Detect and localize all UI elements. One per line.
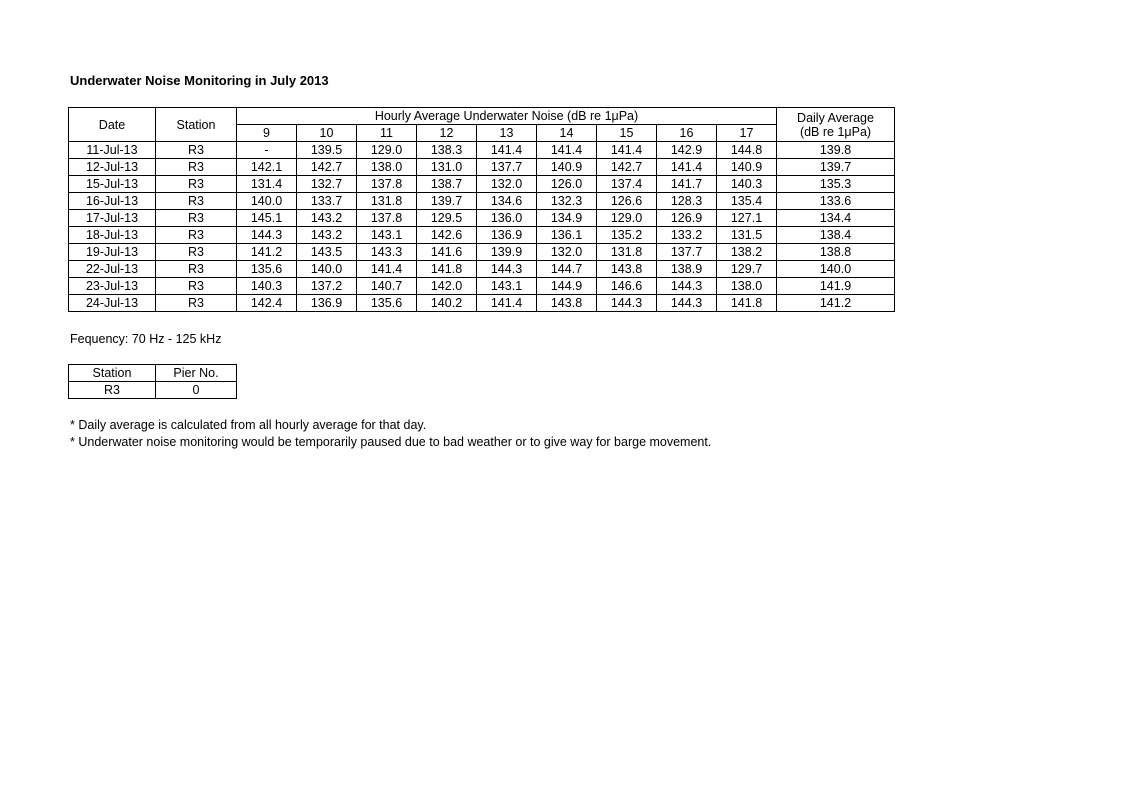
- cell-hourly-value: 144.3: [597, 295, 657, 312]
- table-row: [69, 176, 895, 193]
- header-hour: 17: [717, 125, 777, 142]
- cell-hourly-value: 144.8: [717, 142, 777, 159]
- cell-hourly-value: 141.4: [537, 142, 597, 159]
- cell-hourly-value: 141.8: [717, 295, 777, 312]
- pier-header-pier: Pier No.: [156, 365, 237, 382]
- cell-daily-average: 134.4: [777, 210, 895, 227]
- header-hour: 13: [477, 125, 537, 142]
- cell-hourly-value: 140.9: [717, 159, 777, 176]
- table-row: [69, 193, 895, 210]
- cell-hourly-value: 139.9: [477, 244, 537, 261]
- cell-date: 12-Jul-13: [69, 159, 156, 176]
- pier-station-value: R3: [69, 382, 156, 399]
- cell-hourly-value: 127.1: [717, 210, 777, 227]
- frequency-note: Fequency: 70 Hz - 125 kHz: [70, 332, 222, 346]
- pier-table: [68, 364, 237, 399]
- cell-hourly-value: 139.5: [297, 142, 357, 159]
- cell-date: 24-Jul-13: [69, 295, 156, 312]
- cell-hourly-value: 131.5: [717, 227, 777, 244]
- cell-station: R3: [156, 227, 237, 244]
- cell-hourly-value: 141.4: [477, 295, 537, 312]
- pier-number-value: 0: [156, 382, 237, 399]
- header-hour: 15: [597, 125, 657, 142]
- table-row: [69, 244, 895, 261]
- cell-hourly-value: 144.3: [477, 261, 537, 278]
- noise-table: [68, 107, 895, 312]
- cell-date: 22-Jul-13: [69, 261, 156, 278]
- table-row: [69, 142, 895, 159]
- note-line: * Underwater noise monitoring would be temporarily paused due to bad weather or to give way for barge movement.: [70, 435, 712, 449]
- cell-hourly-value: 135.6: [357, 295, 417, 312]
- cell-hourly-value: 138.9: [657, 261, 717, 278]
- cell-hourly-value: 140.9: [537, 159, 597, 176]
- cell-station: R3: [156, 142, 237, 159]
- table-row: [69, 210, 895, 227]
- cell-hourly-value: 143.2: [297, 210, 357, 227]
- cell-hourly-value: 129.5: [417, 210, 477, 227]
- cell-hourly-value: 142.7: [597, 159, 657, 176]
- cell-station: R3: [156, 210, 237, 227]
- cell-hourly-value: 129.7: [717, 261, 777, 278]
- cell-hourly-value: 133.7: [297, 193, 357, 210]
- pier-header-station: Station: [69, 365, 156, 382]
- cell-hourly-value: 132.3: [537, 193, 597, 210]
- cell-hourly-value: 134.6: [477, 193, 537, 210]
- cell-hourly-value: 134.9: [537, 210, 597, 227]
- cell-hourly-value: 131.4: [237, 176, 297, 193]
- cell-daily-average: 138.8: [777, 244, 895, 261]
- cell-daily-average: 141.2: [777, 295, 895, 312]
- cell-hourly-value: 141.4: [477, 142, 537, 159]
- cell-hourly-value: 144.9: [537, 278, 597, 295]
- cell-hourly-value: 137.4: [597, 176, 657, 193]
- cell-station: R3: [156, 261, 237, 278]
- header-hour: 9: [237, 125, 297, 142]
- cell-hourly-value: 144.7: [537, 261, 597, 278]
- cell-station: R3: [156, 176, 237, 193]
- cell-hourly-value: 142.0: [417, 278, 477, 295]
- cell-hourly-value: 141.6: [417, 244, 477, 261]
- cell-date: 17-Jul-13: [69, 210, 156, 227]
- cell-hourly-value: 133.2: [657, 227, 717, 244]
- cell-daily-average: 135.3: [777, 176, 895, 193]
- cell-station: R3: [156, 278, 237, 295]
- header-daily-line1: Daily Average: [797, 110, 874, 125]
- cell-hourly-value: 136.9: [297, 295, 357, 312]
- cell-hourly-value: 132.0: [537, 244, 597, 261]
- cell-hourly-value: 141.2: [237, 244, 297, 261]
- header-hour: 14: [537, 125, 597, 142]
- cell-hourly-value: 140.3: [717, 176, 777, 193]
- cell-hourly-value: 142.7: [297, 159, 357, 176]
- header-daily-line2: (dB re 1μPa): [799, 124, 872, 139]
- cell-hourly-value: 140.2: [417, 295, 477, 312]
- cell-hourly-value: 146.6: [597, 278, 657, 295]
- cell-hourly-value: 137.7: [657, 244, 717, 261]
- header-daily: [777, 108, 895, 142]
- cell-hourly-value: 143.8: [537, 295, 597, 312]
- note-line: * Daily average is calculated from all hourly average for that day.: [70, 418, 427, 432]
- cell-hourly-value: 135.2: [597, 227, 657, 244]
- cell-hourly-value: 145.1: [237, 210, 297, 227]
- cell-hourly-value: 126.0: [537, 176, 597, 193]
- cell-daily-average: 139.7: [777, 159, 895, 176]
- header-date: Date: [69, 108, 156, 142]
- notes: [70, 417, 711, 451]
- cell-date: 23-Jul-13: [69, 278, 156, 295]
- table-row: [69, 295, 895, 312]
- cell-hourly-value: 141.7: [657, 176, 717, 193]
- cell-hourly-value: 141.8: [417, 261, 477, 278]
- cell-hourly-value: 126.9: [657, 210, 717, 227]
- cell-station: R3: [156, 159, 237, 176]
- cell-hourly-value: 132.0: [477, 176, 537, 193]
- cell-hourly-value: 132.7: [297, 176, 357, 193]
- cell-hourly-value: 141.4: [357, 261, 417, 278]
- cell-hourly-value: 136.1: [537, 227, 597, 244]
- cell-hourly-value: 137.8: [357, 176, 417, 193]
- cell-hourly-value: 131.8: [357, 193, 417, 210]
- cell-hourly-value: 142.1: [237, 159, 297, 176]
- cell-hourly-value: 138.0: [357, 159, 417, 176]
- header-station: Station: [156, 108, 237, 142]
- cell-date: 16-Jul-13: [69, 193, 156, 210]
- page-title: Underwater Noise Monitoring in July 2013: [70, 73, 329, 88]
- cell-hourly-value: 128.3: [657, 193, 717, 210]
- cell-hourly-value: 142.4: [237, 295, 297, 312]
- table-row: [69, 159, 895, 176]
- cell-daily-average: 139.8: [777, 142, 895, 159]
- cell-hourly-value: 135.4: [717, 193, 777, 210]
- cell-station: R3: [156, 295, 237, 312]
- cell-date: 18-Jul-13: [69, 227, 156, 244]
- header-hourly: Hourly Average Underwater Noise (dB re 1μPa): [237, 108, 777, 125]
- cell-hourly-value: 138.7: [417, 176, 477, 193]
- cell-hourly-value: 141.4: [597, 142, 657, 159]
- cell-hourly-value: 136.9: [477, 227, 537, 244]
- cell-hourly-value: 129.0: [357, 142, 417, 159]
- header-hour: 16: [657, 125, 717, 142]
- header-hour: 10: [297, 125, 357, 142]
- cell-hourly-value: 135.6: [237, 261, 297, 278]
- cell-hourly-value: 140.7: [357, 278, 417, 295]
- cell-hourly-value: 131.8: [597, 244, 657, 261]
- cell-hourly-value: 140.3: [237, 278, 297, 295]
- cell-hourly-value: 142.6: [417, 227, 477, 244]
- cell-date: 19-Jul-13: [69, 244, 156, 261]
- cell-hourly-value: 137.7: [477, 159, 537, 176]
- cell-hourly-value: 144.3: [657, 278, 717, 295]
- cell-daily-average: 138.4: [777, 227, 895, 244]
- cell-hourly-value: 143.2: [297, 227, 357, 244]
- cell-hourly-value: 141.4: [657, 159, 717, 176]
- cell-daily-average: 141.9: [777, 278, 895, 295]
- cell-hourly-value: 129.0: [597, 210, 657, 227]
- cell-hourly-value: 143.5: [297, 244, 357, 261]
- table-row: [69, 261, 895, 278]
- cell-hourly-value: 140.0: [297, 261, 357, 278]
- cell-hourly-value: 138.2: [717, 244, 777, 261]
- cell-station: R3: [156, 193, 237, 210]
- cell-hourly-value: 138.0: [717, 278, 777, 295]
- cell-hourly-value: 137.8: [357, 210, 417, 227]
- cell-hourly-value: 144.3: [657, 295, 717, 312]
- cell-hourly-value: 138.3: [417, 142, 477, 159]
- cell-hourly-value: 143.1: [357, 227, 417, 244]
- table-row: [69, 278, 895, 295]
- cell-hourly-value: 131.0: [417, 159, 477, 176]
- cell-hourly-value: 136.0: [477, 210, 537, 227]
- cell-hourly-value: 143.8: [597, 261, 657, 278]
- header-hour: 11: [357, 125, 417, 142]
- cell-hourly-value: 139.7: [417, 193, 477, 210]
- cell-date: 11-Jul-13: [69, 142, 156, 159]
- cell-station: R3: [156, 244, 237, 261]
- cell-hourly-value: 126.6: [597, 193, 657, 210]
- cell-daily-average: 133.6: [777, 193, 895, 210]
- cell-hourly-value: 142.9: [657, 142, 717, 159]
- header-hour: 12: [417, 125, 477, 142]
- cell-date: 15-Jul-13: [69, 176, 156, 193]
- cell-daily-average: 140.0: [777, 261, 895, 278]
- table-row: [69, 227, 895, 244]
- cell-hourly-value: 137.2: [297, 278, 357, 295]
- cell-hourly-value: 140.0: [237, 193, 297, 210]
- cell-hourly-value: -: [237, 142, 297, 159]
- cell-hourly-value: 143.1: [477, 278, 537, 295]
- cell-hourly-value: 144.3: [237, 227, 297, 244]
- cell-hourly-value: 143.3: [357, 244, 417, 261]
